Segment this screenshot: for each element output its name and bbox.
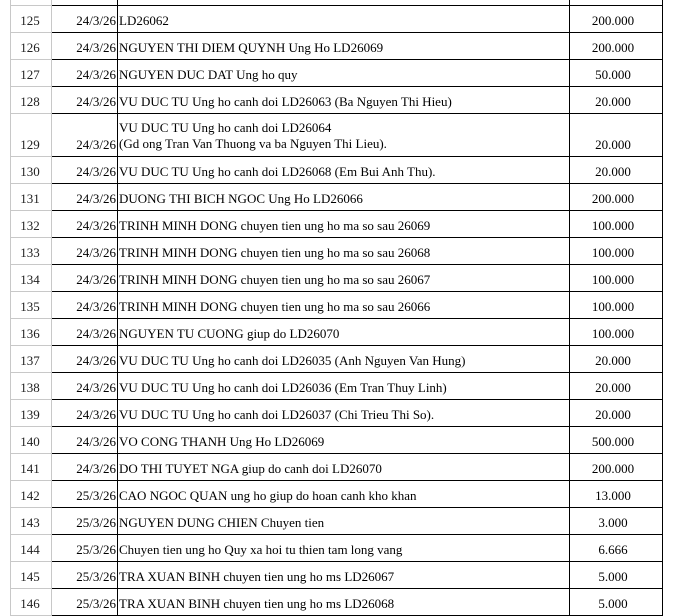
table-row <box>11 211 663 238</box>
table-row <box>11 265 663 292</box>
row-index-cell: 138 <box>11 373 52 400</box>
row-description-cell <box>118 400 570 427</box>
row-date-cell: 24/3/26 <box>52 265 118 292</box>
row-description-cell <box>118 211 570 238</box>
row-index-cell: 125 <box>11 6 52 33</box>
table-row <box>11 87 663 114</box>
description-line: VO CONG THANH Ung Ho LD26069 <box>119 434 325 449</box>
table-row <box>11 114 663 157</box>
row-amount-cell: 5.000 <box>570 589 663 616</box>
row-index-cell: 128 <box>11 87 52 114</box>
description-line: NGUYEN TU CUONG giup do LD26070 <box>119 326 340 341</box>
table-row <box>11 400 663 427</box>
table-row <box>11 157 663 184</box>
table-row <box>11 60 663 87</box>
row-description-cell <box>118 6 570 33</box>
row-description-cell <box>118 319 570 346</box>
row-index-cell: 133 <box>11 238 52 265</box>
table-row <box>11 184 663 211</box>
row-amount-cell: 100.000 <box>570 211 663 238</box>
row-date-cell: 24/3/26 <box>52 114 118 157</box>
description-line: DO THI TUYET NGA giup do canh doi LD26070 <box>119 461 382 476</box>
row-amount-cell: 100.000 <box>570 238 663 265</box>
description-line: TRA XUAN BINH chuyen tien ung ho ms LD26067 <box>119 569 395 584</box>
row-index-cell: 129 <box>11 114 52 157</box>
table-row <box>11 373 663 400</box>
description-line: TRA XUAN BINH chuyen tien ung ho ms LD26068 <box>119 596 395 611</box>
row-date-cell: 24/3/26 <box>52 33 118 60</box>
row-description-cell <box>118 454 570 481</box>
row-description-cell <box>118 481 570 508</box>
row-amount-cell: 3.000 <box>570 508 663 535</box>
table-row <box>11 33 663 60</box>
row-index-cell: 140 <box>11 427 52 454</box>
row-date-cell: 24/3/26 <box>52 6 118 33</box>
row-date-cell: 25/3/26 <box>52 589 118 616</box>
table-row <box>11 427 663 454</box>
row-amount-cell: 100.000 <box>570 292 663 319</box>
row-description-cell <box>118 373 570 400</box>
row-index-cell: 126 <box>11 33 52 60</box>
row-description-cell <box>118 427 570 454</box>
row-index-cell: 131 <box>11 184 52 211</box>
row-index-cell: 139 <box>11 400 52 427</box>
table-row <box>11 319 663 346</box>
table-row <box>11 6 663 33</box>
description-line: DUONG THI BICH NGOC Ung Ho LD26066 <box>119 191 363 206</box>
description-line: NGUYEN DUC DAT Ung ho quy <box>119 67 298 82</box>
description-line: VU DUC TU Ung ho canh doi LD26068 (Em Bui Anh Thu). <box>119 164 436 179</box>
row-amount-cell: 100.000 <box>570 319 663 346</box>
row-description-cell <box>118 508 570 535</box>
description-line: NGUYEN THI DIEM QUYNH Ung Ho LD26069 <box>119 40 384 55</box>
row-date-cell: 24/3/26 <box>52 427 118 454</box>
table-row <box>11 562 663 589</box>
row-description-cell <box>118 114 570 157</box>
row-index-cell: 141 <box>11 454 52 481</box>
description-line: TRINH MINH DONG chuyen tien ung ho ma so sau 26068 <box>119 245 431 260</box>
description-line: VU DUC TU Ung ho canh doi LD26035 (Anh Nguyen Van Hung) <box>119 353 466 368</box>
row-amount-cell: 200.000 <box>570 6 663 33</box>
row-amount-cell: 200.000 <box>570 33 663 60</box>
row-index-cell: 145 <box>11 562 52 589</box>
row-description-cell <box>118 265 570 292</box>
row-date-cell: 24/3/26 <box>52 292 118 319</box>
description-line: (Gd ong Tran Van Thuong va ba Nguyen Thi Lieu). <box>119 136 387 151</box>
row-description-cell <box>118 346 570 373</box>
row-amount-cell: 500.000 <box>570 427 663 454</box>
row-index-cell: 142 <box>11 481 52 508</box>
row-description-cell <box>118 87 570 114</box>
row-date-cell: 24/3/26 <box>52 211 118 238</box>
row-amount-cell: 20.000 <box>570 114 663 157</box>
description-line: VU DUC TU Ung ho canh doi LD26036 (Em Tran Thuy Linh) <box>119 380 447 395</box>
row-index-cell: 146 <box>11 589 52 616</box>
row-index-cell: 132 <box>11 211 52 238</box>
row-amount-cell: 20.000 <box>570 346 663 373</box>
row-index-cell: 144 <box>11 535 52 562</box>
row-index-cell: 127 <box>11 60 52 87</box>
description-line: VU DUC TU Ung ho canh doi LD26063 (Ba Nguyen Thi Hieu) <box>119 94 452 109</box>
table-row <box>11 292 663 319</box>
row-amount-cell: 20.000 <box>570 373 663 400</box>
row-description-cell <box>118 60 570 87</box>
table-row <box>11 238 663 265</box>
row-amount-cell: 5.000 <box>570 562 663 589</box>
row-description-cell <box>118 157 570 184</box>
row-index-cell: 130 <box>11 157 52 184</box>
row-description-cell <box>118 33 570 60</box>
row-description-cell <box>118 535 570 562</box>
row-description-cell <box>118 184 570 211</box>
table-row <box>11 589 663 616</box>
row-description-cell <box>118 589 570 616</box>
row-date-cell: 25/3/26 <box>52 481 118 508</box>
row-amount-cell: 6.666 <box>570 535 663 562</box>
row-date-cell: 25/3/26 <box>52 562 118 589</box>
row-date-cell: 24/3/26 <box>52 319 118 346</box>
table-row <box>11 454 663 481</box>
row-amount-cell: 50.000 <box>570 60 663 87</box>
description-line: VU DUC TU Ung ho canh doi LD26037 (Chi Trieu Thi So). <box>119 407 435 422</box>
row-date-cell: 24/3/26 <box>52 157 118 184</box>
description-line: TRINH MINH DONG chuyen tien ung ho ma so sau 26066 <box>119 299 431 314</box>
table-row <box>11 535 663 562</box>
row-date-cell: 24/3/26 <box>52 373 118 400</box>
description-line: TRINH MINH DONG chuyen tien ung ho ma so sau 26067 <box>119 272 431 287</box>
row-amount-cell: 200.000 <box>570 454 663 481</box>
row-description-cell <box>118 562 570 589</box>
description-line: CAO NGOC QUAN ung ho giup do hoan canh kho khan <box>119 488 417 503</box>
row-description-cell <box>118 238 570 265</box>
row-date-cell: 24/3/26 <box>52 60 118 87</box>
row-date-cell: 24/3/26 <box>52 454 118 481</box>
row-date-cell: 24/3/26 <box>52 87 118 114</box>
row-date-cell: 24/3/26 <box>52 238 118 265</box>
description-line: VU DUC TU Ung ho canh doi LD26064 <box>119 120 332 135</box>
donation-ledger-table <box>10 0 663 616</box>
row-date-cell: 24/3/26 <box>52 400 118 427</box>
description-line: TRINH MINH DONG chuyen tien ung ho ma so sau 26069 <box>119 218 431 233</box>
ledger-body <box>11 0 663 616</box>
row-amount-cell: 20.000 <box>570 157 663 184</box>
row-index-cell: 143 <box>11 508 52 535</box>
row-amount-cell: 200.000 <box>570 184 663 211</box>
description-line: NGUYEN DUNG CHIEN Chuyen tien <box>119 515 325 530</box>
row-description-cell <box>118 292 570 319</box>
row-date-cell: 25/3/26 <box>52 535 118 562</box>
table-row <box>11 346 663 373</box>
row-amount-cell: 20.000 <box>570 87 663 114</box>
row-amount-cell: 100.000 <box>570 265 663 292</box>
row-date-cell: 24/3/26 <box>52 346 118 373</box>
row-index-cell: 134 <box>11 265 52 292</box>
row-amount-cell: 13.000 <box>570 481 663 508</box>
row-date-cell: 25/3/26 <box>52 508 118 535</box>
row-index-cell: 136 <box>11 319 52 346</box>
row-amount-cell: 20.000 <box>570 400 663 427</box>
description-line: Chuyen tien ung ho Quy xa hoi tu thien tam long vang <box>119 542 403 557</box>
row-index-cell: 137 <box>11 346 52 373</box>
table-row <box>11 481 663 508</box>
row-index-cell: 135 <box>11 292 52 319</box>
description-line: LD26062 <box>119 13 169 28</box>
table-row <box>11 508 663 535</box>
row-date-cell: 24/3/26 <box>52 184 118 211</box>
